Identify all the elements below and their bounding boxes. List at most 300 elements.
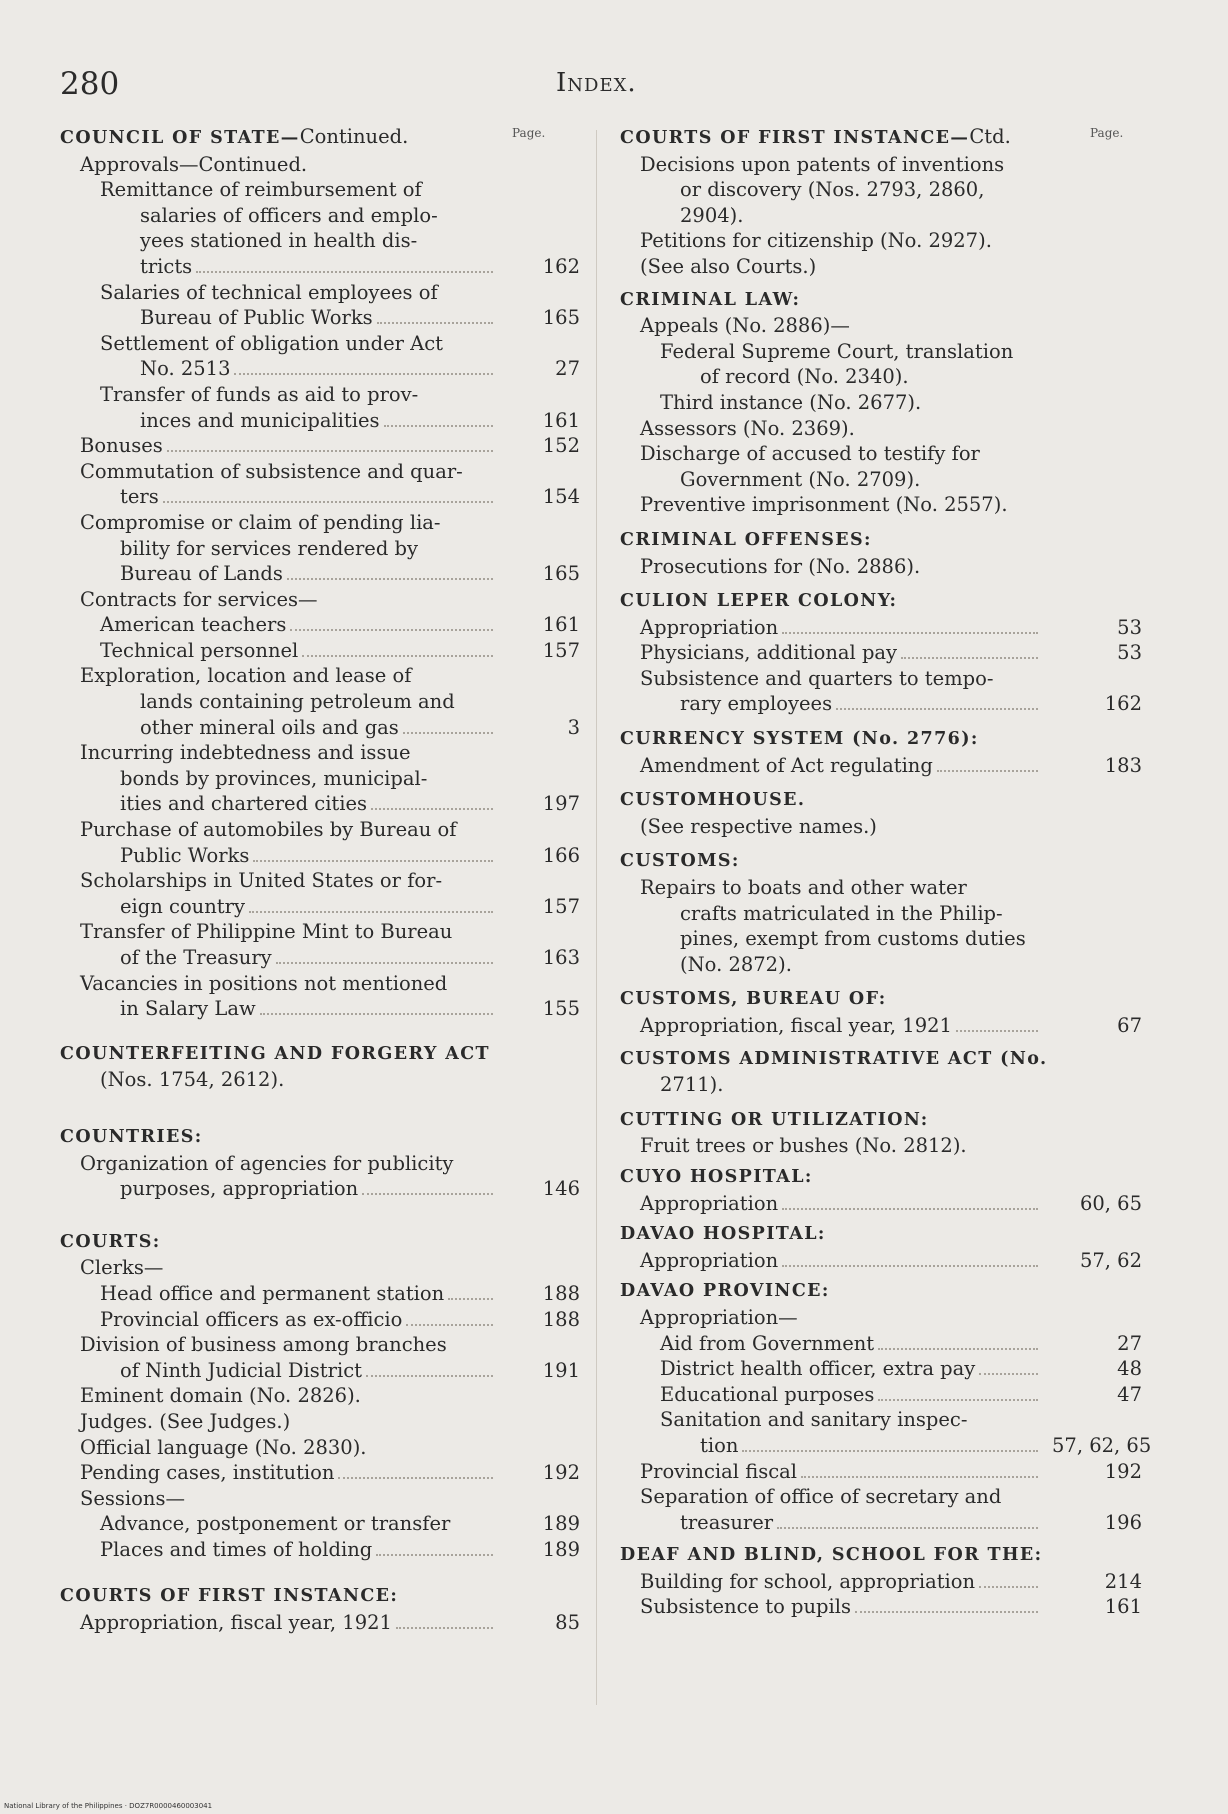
entry-text: Appropriation, fiscal year, 1921 xyxy=(640,1014,952,1037)
dot-leader xyxy=(196,271,493,273)
entry-text: Advance, postponement or transfer xyxy=(100,1512,451,1536)
index-entry xyxy=(60,1409,580,1435)
entry-text: Judges. (See Judges.) xyxy=(80,1409,291,1433)
page-reference: 3 xyxy=(567,715,580,739)
page-reference: 165 xyxy=(542,562,580,586)
index-entry xyxy=(620,492,1140,518)
dot-leader xyxy=(979,1373,1038,1375)
page-reference: 196 xyxy=(1104,1510,1142,1534)
entry-text: COUNTERFEITING AND FORGERY ACT xyxy=(60,1043,490,1064)
entry-text: yees stationed in health dis- xyxy=(140,229,418,253)
index-entry xyxy=(60,1486,580,1512)
index-entry xyxy=(60,791,580,817)
entry-text: Discharge of accused to testify for xyxy=(640,442,980,466)
index-entry xyxy=(60,996,580,1022)
index-entry xyxy=(60,1610,580,1636)
index-entry xyxy=(60,817,580,843)
index-entry xyxy=(620,254,1140,280)
entry-text: Bureau of Public Works xyxy=(140,306,373,330)
index-entry xyxy=(620,1459,1140,1485)
index-entry xyxy=(620,952,1140,978)
dot-leader xyxy=(855,1611,1038,1613)
entry-text: in Salary Law xyxy=(120,997,256,1021)
index-entry xyxy=(620,364,1140,390)
index-heading xyxy=(620,847,1140,875)
page-reference: 197 xyxy=(542,792,580,816)
index-heading xyxy=(620,786,1140,814)
index-entry xyxy=(60,689,580,715)
index-entry xyxy=(620,1248,1140,1274)
index-entry xyxy=(60,1281,580,1307)
index-entry xyxy=(620,313,1140,339)
entry-text: Sessions— xyxy=(80,1486,185,1510)
dot-leader xyxy=(937,770,1038,772)
entry-text: Government (No. 2709). xyxy=(680,467,921,491)
entry-text: or discovery (Nos. 2793, 2860, xyxy=(680,178,985,202)
entry-text: bility for services rendered by xyxy=(120,536,418,560)
entry-text: Transfer of Philippine Mint to Bureau xyxy=(80,920,453,944)
page-reference: 57, 62 xyxy=(1079,1248,1142,1272)
index-heading xyxy=(620,1541,1140,1569)
entry-text: CUSTOMS, BUREAU OF: xyxy=(620,989,887,1010)
page-reference: 146 xyxy=(542,1177,580,1201)
page-reference: 53 xyxy=(1117,615,1142,639)
entry-text: Appropriation xyxy=(640,615,779,639)
entry-text: American teachers xyxy=(100,613,287,637)
index-entry xyxy=(60,536,580,562)
entry-text: rary employees xyxy=(680,692,833,716)
left-column xyxy=(60,124,580,1636)
entry-text: purposes, appropriation xyxy=(120,1177,359,1201)
spacer xyxy=(620,518,1140,526)
page-reference: 161 xyxy=(542,613,580,637)
index-heading xyxy=(620,1220,1140,1248)
entry-text: CUSTOMHOUSE. xyxy=(620,790,806,811)
index-heading xyxy=(620,1163,1140,1191)
index-entry xyxy=(620,1433,1152,1459)
index-entry xyxy=(60,305,580,331)
dot-leader xyxy=(362,1193,493,1195)
page-reference: 192 xyxy=(542,1461,580,1485)
index-entry xyxy=(60,1537,580,1563)
entry-text: Remittance of reimbursement of xyxy=(100,178,422,202)
index-entry xyxy=(60,1151,580,1177)
page-reference: 27 xyxy=(555,357,580,381)
dot-leader xyxy=(396,1627,493,1629)
entry-text: crafts matriculated in the Philip- xyxy=(680,901,1003,925)
spacer xyxy=(620,1098,1140,1106)
index-entry xyxy=(620,1382,1140,1408)
index-entry xyxy=(620,926,1140,952)
page-reference: 53 xyxy=(1117,641,1142,665)
index-entry xyxy=(620,1407,1140,1433)
entry-text: Organization of agencies for publicity xyxy=(80,1151,454,1175)
index-entry xyxy=(620,1356,1140,1382)
entry-text: Incurring indebtedness and issue xyxy=(80,741,411,765)
page-reference: 85 xyxy=(555,1611,580,1635)
page-reference: 188 xyxy=(542,1281,580,1305)
entry-text: CUTTING OR UTILIZATION: xyxy=(620,1109,929,1130)
entry-text: Compromise or claim of pending lia- xyxy=(80,510,441,534)
page-reference: 191 xyxy=(542,1358,580,1382)
dot-leader xyxy=(234,373,493,375)
page-reference: 163 xyxy=(542,946,580,969)
entry-text: Purchase of automobiles by Bureau of xyxy=(80,818,457,842)
index-entry xyxy=(620,1510,1140,1536)
page-reference: 189 xyxy=(542,1537,580,1561)
dot-leader xyxy=(801,1476,1038,1478)
page-reference: 214 xyxy=(1104,1569,1142,1593)
entry-text: other mineral oils and gas xyxy=(140,715,399,739)
entry-text: eign country xyxy=(120,894,245,918)
dot-leader xyxy=(956,1030,1038,1032)
entry-text: CRIMINAL LAW: xyxy=(620,289,801,310)
index-entry xyxy=(620,615,1140,641)
index-heading xyxy=(620,1106,1140,1134)
dot-leader xyxy=(777,1527,1038,1529)
index-entry xyxy=(620,666,1140,692)
dot-leader xyxy=(406,1324,493,1326)
index-entry xyxy=(620,152,1140,178)
dot-leader xyxy=(782,1208,1038,1210)
spacer xyxy=(60,1093,580,1123)
entry-text: Building for school, appropriation xyxy=(640,1569,976,1593)
index-entry xyxy=(620,177,1140,203)
index-entry xyxy=(60,1435,580,1461)
page-reference: 161 xyxy=(1104,1595,1142,1619)
index-heading xyxy=(620,286,1140,314)
entry-text: Appropriation xyxy=(640,1248,779,1272)
index-entry xyxy=(60,433,580,459)
page-reference: 162 xyxy=(1104,692,1142,716)
index-heading xyxy=(60,1228,580,1256)
continued-label: Continued. xyxy=(299,125,409,148)
page-reference: 161 xyxy=(542,408,580,432)
entry-text: Provincial fiscal xyxy=(640,1459,798,1483)
index-entry xyxy=(620,390,1140,416)
page-column-label: Page. xyxy=(512,126,546,140)
page-reference: 67 xyxy=(1117,1014,1142,1037)
entry-text: Third instance (No. 2677). xyxy=(660,390,922,414)
entry-text: 2904). xyxy=(680,203,744,227)
page-column-label: Page. xyxy=(1090,126,1124,140)
index-entry xyxy=(60,561,580,587)
entry-text: ities and chartered cities xyxy=(120,792,368,816)
index-entry xyxy=(60,1255,580,1281)
index-entry xyxy=(60,919,580,945)
continued-label: Ctd. xyxy=(969,125,1011,148)
dot-leader xyxy=(366,1375,493,1377)
entry-text: Eminent domain (No. 2826). xyxy=(80,1384,361,1408)
index-entry xyxy=(620,1133,1140,1159)
dot-leader xyxy=(782,632,1038,634)
index-entry xyxy=(60,228,580,254)
index-entry xyxy=(620,1013,1140,1039)
index-entry xyxy=(620,640,1140,666)
running-title: Index. xyxy=(556,68,637,98)
entry-text: Subsistence and quarters to tempo- xyxy=(640,666,994,690)
entry-text: DAVAO HOSPITAL: xyxy=(620,1224,826,1245)
entry-text: Scholarships in United States or for- xyxy=(80,869,443,893)
dot-leader xyxy=(167,450,493,452)
index-heading xyxy=(620,725,1140,753)
entry-text: Contracts for services— xyxy=(80,587,318,611)
index-entry xyxy=(620,441,1140,467)
dot-leader xyxy=(290,629,493,631)
index-heading xyxy=(620,124,1140,152)
index-entry xyxy=(620,691,1140,717)
page-reference: 152 xyxy=(542,434,580,458)
entry-text: Commutation of subsistence and quar- xyxy=(80,459,463,483)
entry-text: Preventive imprisonment (No. 2557). xyxy=(640,493,1008,517)
dot-leader xyxy=(371,808,493,810)
index-heading xyxy=(620,526,1140,554)
entry-text: pines, exempt from customs duties xyxy=(680,927,1026,951)
entry-text: Petitions for citizenship (No. 2927). xyxy=(640,229,992,253)
entry-text: Bonuses xyxy=(80,434,163,458)
dot-leader xyxy=(878,1399,1038,1401)
index-entry xyxy=(60,1511,580,1537)
entry-text: Subsistence to pupils xyxy=(640,1595,852,1619)
entry-text: Provincial officers as ex-officio xyxy=(100,1307,403,1331)
column-divider xyxy=(596,130,597,1705)
page-reference: 60, 65 xyxy=(1079,1191,1142,1215)
index-entry xyxy=(60,1307,580,1333)
index-entry xyxy=(60,203,580,229)
entry-text: (See respective names.) xyxy=(640,814,877,838)
index-entry xyxy=(60,663,580,689)
index-entry xyxy=(620,875,1140,901)
dot-leader xyxy=(376,1554,493,1556)
index-entry xyxy=(60,254,580,280)
index-heading xyxy=(60,124,580,152)
dot-leader xyxy=(377,322,493,324)
index-entry xyxy=(620,467,1140,493)
index-entry xyxy=(620,203,1140,229)
entry-text: 2711). xyxy=(660,1073,724,1097)
spacer xyxy=(60,1562,580,1582)
entry-text: Settlement of obligation under Act xyxy=(100,331,444,355)
entry-text: Appeals (No. 2886)— xyxy=(640,314,850,338)
entry-text: Exploration, location and lease of xyxy=(80,664,412,688)
right-column xyxy=(620,124,1152,1620)
index-entry xyxy=(60,459,580,485)
index-entry xyxy=(60,356,580,382)
entry-text: Appropriation xyxy=(640,1191,779,1215)
entry-text: CUSTOMS: xyxy=(620,851,740,872)
dot-leader xyxy=(338,1477,493,1479)
spacer xyxy=(620,839,1140,847)
entry-text: Public Works xyxy=(120,843,250,867)
entry-text: (No. 2872). xyxy=(680,952,792,976)
page-reference: 192 xyxy=(1104,1459,1142,1483)
spacer xyxy=(60,1022,580,1040)
index-entry xyxy=(60,945,580,971)
index-entry xyxy=(60,715,580,741)
index-heading xyxy=(620,985,1140,1013)
index-entry xyxy=(60,766,580,792)
page-reference: 155 xyxy=(542,997,580,1021)
page-reference: 157 xyxy=(542,894,580,918)
dot-leader xyxy=(260,1013,493,1015)
entry-text: Prosecutions for (No. 2886). xyxy=(640,554,921,578)
page-reference: 154 xyxy=(542,485,580,509)
entry-text: Appropriation— xyxy=(640,1305,798,1329)
page-reference: 47 xyxy=(1117,1382,1142,1406)
dot-leader xyxy=(384,425,493,427)
dot-leader xyxy=(448,1298,493,1300)
page-reference: 157 xyxy=(542,638,580,662)
index-entry xyxy=(60,1332,580,1358)
entry-text: District health officer, extra pay xyxy=(660,1357,976,1381)
index-heading xyxy=(620,1277,1140,1305)
entry-text: COURTS OF FIRST INSTANCE— xyxy=(620,128,970,148)
entry-text: Fruit trees or bushes (No. 2812). xyxy=(640,1134,967,1158)
index-entry xyxy=(60,1383,580,1409)
page-reference: 189 xyxy=(542,1512,580,1536)
dot-leader xyxy=(836,708,1038,710)
entry-text: COUNTRIES: xyxy=(60,1126,203,1147)
index-entry xyxy=(620,1569,1140,1595)
index-entry xyxy=(60,894,580,920)
index-entry xyxy=(620,1191,1140,1217)
entry-text: (See also Courts.) xyxy=(640,254,817,278)
index-entry xyxy=(60,1067,580,1093)
entry-text: DEAF AND BLIND, SCHOOL FOR THE: xyxy=(620,1545,1043,1566)
dot-leader xyxy=(163,501,493,503)
entry-text: of the Treasury xyxy=(120,946,272,969)
index-entry xyxy=(60,1358,580,1384)
spacer xyxy=(620,977,1140,985)
index-entry xyxy=(60,587,580,613)
entry-text: Vacancies in positions not mentioned xyxy=(80,971,448,995)
index-entry xyxy=(620,901,1140,927)
dot-leader xyxy=(253,860,493,862)
index-entry xyxy=(60,152,580,178)
entry-text: Repairs to boats and other water xyxy=(640,876,967,900)
index-entry xyxy=(60,280,580,306)
entry-text: Decisions upon patents of inventions xyxy=(640,152,1005,176)
index-heading xyxy=(60,1123,580,1151)
entry-text: salaries of officers and emplo- xyxy=(140,203,438,227)
entry-text: tricts xyxy=(140,254,193,278)
dot-leader xyxy=(901,657,1038,659)
index-heading xyxy=(60,1040,580,1068)
index-entry xyxy=(60,408,580,434)
entry-text: Salaries of technical employees of xyxy=(100,280,438,304)
entry-text: Amendment of Act regulating xyxy=(640,753,933,777)
entry-text: Physicians, additional pay xyxy=(640,641,898,665)
entry-text: DAVAO PROVINCE: xyxy=(620,1281,830,1302)
index-entry xyxy=(60,868,580,894)
dot-leader xyxy=(782,1265,1038,1267)
entry-text: Technical personnel xyxy=(100,638,299,662)
index-entry xyxy=(60,971,580,997)
page-reference: 48 xyxy=(1117,1357,1142,1381)
index-entry xyxy=(60,612,580,638)
entry-text: Division of business among branches xyxy=(80,1333,447,1357)
index-entry xyxy=(620,1072,1140,1098)
index-entry xyxy=(620,1484,1140,1510)
entry-text: Bureau of Lands xyxy=(120,562,283,586)
index-entry xyxy=(60,1176,580,1202)
index-entry xyxy=(620,753,1140,779)
index-entry xyxy=(60,740,580,766)
entry-text: Appropriation, fiscal year, 1921 xyxy=(80,1611,392,1635)
page-reference: 183 xyxy=(1104,753,1142,777)
entry-text: tion xyxy=(700,1433,739,1457)
dot-leader xyxy=(249,911,493,913)
entry-text: Clerks— xyxy=(80,1256,164,1280)
entry-text: Assessors (No. 2369). xyxy=(640,416,855,440)
index-entry xyxy=(60,484,580,510)
index-entry xyxy=(60,843,580,869)
entry-text: Separation of office of secretary and xyxy=(640,1485,1002,1509)
index-entry xyxy=(620,1331,1140,1357)
entry-text: Federal Supreme Court, translation xyxy=(660,339,1014,363)
page-reference: 27 xyxy=(1117,1331,1142,1355)
entry-text: CRIMINAL OFFENSES: xyxy=(620,529,872,550)
entry-text: Aid from Government xyxy=(660,1331,875,1355)
entry-text: treasurer xyxy=(680,1510,774,1534)
spacer xyxy=(620,579,1140,587)
entry-text: inces and municipalities xyxy=(140,408,380,432)
entry-text: CULION LEPER COLONY: xyxy=(620,591,898,612)
spacer xyxy=(60,1202,580,1228)
entry-text: Pending cases, institution xyxy=(80,1461,335,1485)
entry-text: Approvals—Continued. xyxy=(80,152,308,176)
entry-text: Sanitation and sanitary inspec- xyxy=(660,1408,968,1432)
index-entry xyxy=(60,177,580,203)
index-entry xyxy=(620,228,1140,254)
entry-text: Official language (No. 2830). xyxy=(80,1435,367,1459)
entry-text: Educational purposes xyxy=(660,1382,875,1406)
entry-text: COUNCIL OF STATE— xyxy=(60,128,300,148)
index-entry xyxy=(60,1460,580,1486)
index-heading xyxy=(60,1582,580,1610)
index-entry xyxy=(620,1305,1140,1331)
dot-leader xyxy=(403,732,493,734)
dot-leader xyxy=(287,578,493,580)
entry-text: (Nos. 1754, 2612). xyxy=(100,1068,285,1092)
entry-text: of Ninth Judicial District xyxy=(120,1358,362,1382)
index-entry xyxy=(620,416,1140,442)
page-reference: 188 xyxy=(542,1307,580,1331)
entry-text: ters xyxy=(120,485,159,509)
entry-text: No. 2513 xyxy=(140,357,231,381)
dot-leader xyxy=(979,1586,1038,1588)
page-reference: 162 xyxy=(542,254,580,278)
spacer xyxy=(620,778,1140,786)
entry-text: COURTS: xyxy=(60,1231,161,1252)
index-entry xyxy=(60,510,580,536)
dot-leader xyxy=(878,1348,1038,1350)
page-reference: 166 xyxy=(542,843,580,867)
spacer xyxy=(620,717,1140,725)
index-heading xyxy=(620,587,1140,615)
page-reference: 165 xyxy=(542,306,580,330)
entry-text: Head office and permanent station xyxy=(100,1281,445,1305)
entry-text: CUSTOMS ADMINISTRATIVE ACT (No. xyxy=(620,1048,1048,1069)
entry-text: lands containing petroleum and xyxy=(140,690,455,714)
footer-credit: National Library of the Philippines · DOZ7R0000460003041 xyxy=(4,1802,213,1810)
index-heading xyxy=(620,1045,1140,1073)
index-entry xyxy=(60,638,580,664)
index-entry xyxy=(60,331,580,357)
index-entry xyxy=(620,1594,1140,1620)
entry-text: CUYO HOSPITAL: xyxy=(620,1166,813,1187)
entry-text: bonds by provinces, municipal- xyxy=(120,766,428,790)
